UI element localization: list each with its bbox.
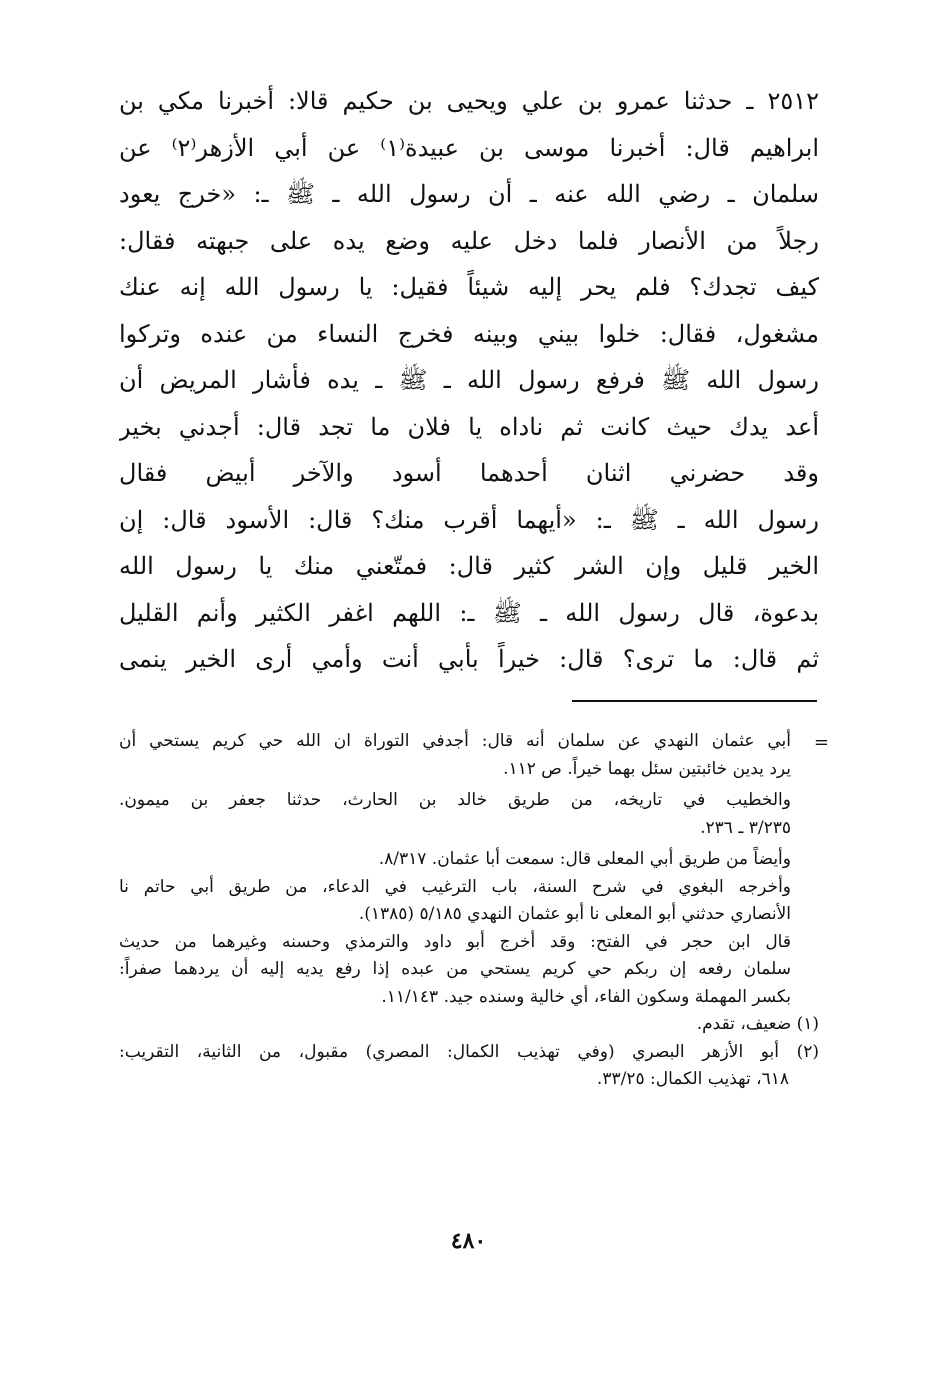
hadith-line: مشغول، فقال: خلوا بيني وبينه فخرج النساء من عنده وتركوا (119, 319, 819, 348)
footnote-2-cont: ٦١٨، تهذيب الكمال: ٣٣/٢٥. (596, 1069, 789, 1089)
hadith-text (119, 78, 819, 683)
footnote-separator (572, 700, 817, 702)
continuation-mark: = (813, 732, 829, 753)
note-line: الأنصاري حدثني أبو المعلى نا أبو عثمان النهدي ٥/١٨٥ (١٣٨٥). (358, 904, 791, 924)
hadith-line: سلمان ـ رضي الله عنه ـ أن رسول الله ـ ﷺ ـ: «خرج يعود (119, 180, 819, 208)
hadith-line: رجلاً من الأنصار فلما دخل عليه وضع يده على جبهته فقال: (119, 226, 819, 255)
hadith-line: رسول الله ـ ﷺ ـ: «أيهما أقرب منك؟ قال: الأسود قال: إن (119, 505, 819, 534)
note-line: بكسر المهملة وسكون الفاء، أي خالية وسنده جيد. ١١/١٤٣. (381, 986, 791, 1007)
note-line: سلمان رفعه إن ربكم حي كريم يستحي من عبده إذا رفع يديه إليه أن يردهما صفراً: (119, 959, 791, 979)
note-line: والخطيب في تاريخه، من طريق خالد بن الحارث، حدثنا جعفر بن ميمون. (119, 790, 791, 810)
note-line: أبي عثمان النهدي عن سلمان أنه قال: أجدفي التوراة ان الله حي كريم يستحي أن (119, 731, 791, 751)
note-line: قال ابن حجر في الفتح: وقد أخرج أبو داود والترمذي وحسنه وغيرهما من حديث (119, 931, 791, 952)
hadith-line: بدعوة، قال رسول الله ـ ﷺ ـ: اللهم اغفر الكثير وأنم القليل (119, 598, 819, 627)
hadith-line: أعد يدك حيث كانت ثم ناداه يا فلان ما تجد قال: أجدني بخير (119, 412, 819, 441)
note-line: وأيضاً من طريق أبي المعلى قال: سمعت أبا عثمان. ٨/٣١٧. (378, 849, 791, 869)
note-line: يرد يدين خائبتين سئل بهما خيراً. ص ١١٢. (503, 758, 791, 779)
hadith-line: الخير قليل وإن الشر كثير قال: فمتّعني منك يا رسول الله (119, 552, 819, 580)
note-line: وأخرجه البغوي في شرح السنة، باب الترغيب في الدعاء، من طريق أبي حاتم نا (119, 876, 791, 897)
hadith-line: وقد حضرني اثنان أحدهما أسود والآخر أبيض فقال (119, 459, 819, 487)
note-line: ٣/٢٣٥ ـ ٢٣٦. (700, 817, 791, 838)
hadith-line: رسول الله ﷺ فرفع رسول الله ـ ﷺ ـ يده فأشار المريض أن (119, 366, 819, 394)
footnote-1: (١) ضعيف، تقدم. (696, 1014, 819, 1034)
footnote-2: (٢) أبو الأزهر البصري (وفي تهذيب الكمال: المصري) مقبول، من الثانية، التقريب: (119, 1041, 819, 1062)
hadith-line: ابراهيم قال: أخبرنا موسى بن عبيدة⁽١⁾ عن أبي الأزهر⁽٢⁾ عن (119, 133, 819, 162)
hadith-line: كيف تجدك؟ فلم يحر إليه شيئاً فقيل: يا رسول الله إنه عنك (119, 273, 819, 301)
footnotes (119, 728, 819, 1094)
page-number: ٤٨٠ (450, 1228, 487, 1254)
hadith-line: ٢٥١٢ ـ حدثنا عمرو بن علي ويحيى بن حكيم قالا: أخبرنا مكي بن (119, 87, 819, 115)
hadith-line: ثم قال: ما ترى؟ قال: خيراً بأبي أنت وأمي أرى الخير ينمى (119, 645, 819, 673)
